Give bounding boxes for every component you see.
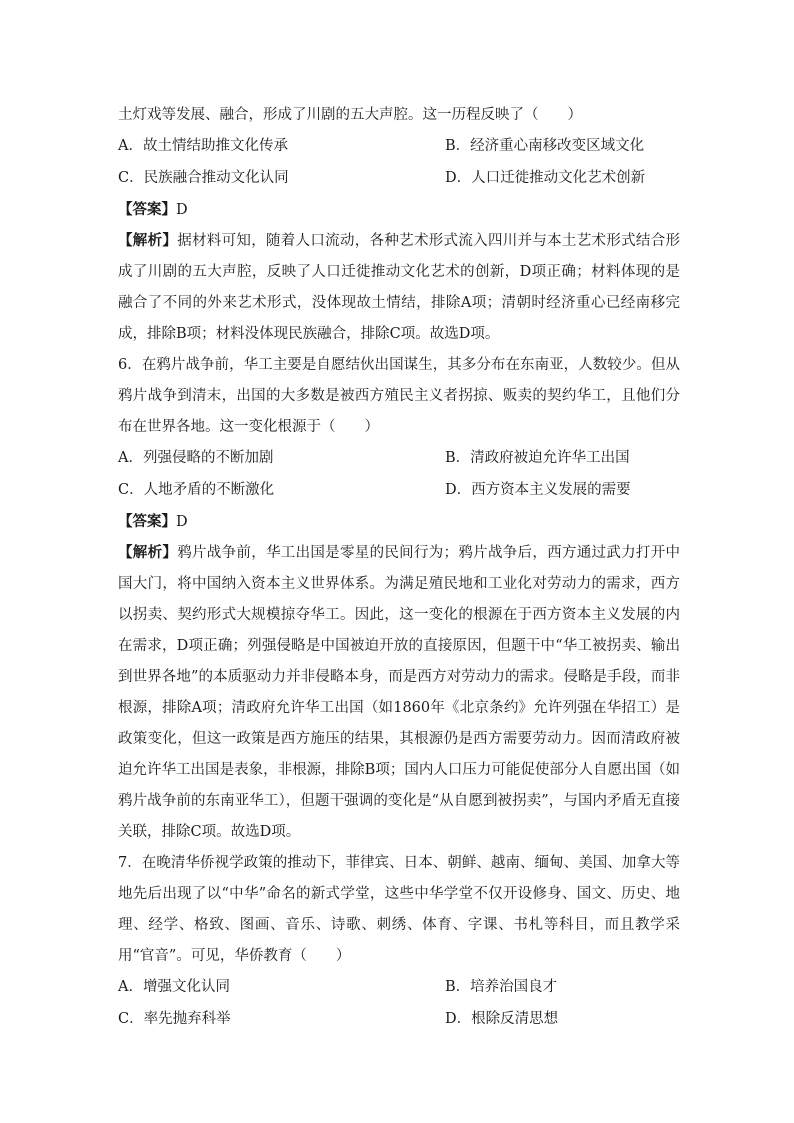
question-6-stem: 6．在鸦片战争前，华工主要是自愿结伙出国谋生，其多分布在东南亚，人数较少。但从鸦片战争到清末，出国的大多数是被西方殖民主义者拐掠、贩卖的契约华工，且他们分布在世界各地。这一变化根源于（ ） <box>118 357 680 435</box>
option-d: D．根除反清思想 <box>445 1010 559 1027</box>
analysis-text: 据材料可知，随着人口流动，各种艺术形式流入四川并与本土艺术形式结合形成了川剧的五大声腔，反映了人口迁徙推动文化艺术的创新，D项正确；材料体现的是融合了不同的外来艺术形式，没体现故土情结，排除A项；清朝时经济重心已经南移完成，排除B项；材料没体现民族融合，排除C项。故选D项。 <box>118 233 681 342</box>
option-d: D．西方资本主义发展的需要 <box>445 481 631 498</box>
option-d: D．人口迁徙推动文化艺术创新 <box>445 169 646 186</box>
option-c: C．率先抛弃科举 <box>118 1010 231 1027</box>
option-b: B．经济重心南移改变区域文化 <box>445 138 645 154</box>
question-5-stem: 土灯戏等发展、融合，形成了川剧的五大声腔。这一历程反映了（ ） <box>118 107 582 123</box>
option-a: A．列强侵略的不断加剧 <box>118 450 274 466</box>
analysis-text: 鸦片战争前，华工出国是零星的民间行为；鸦片战争后，西方通过武力打开中国大门，将中国纳入资本主义世界体系。为满足殖民地和工业化对劳动力的需求，西方以拐卖、契约形式大规模掠夺华工。因此，这一变化的根源在于西方资本主义发展的内在需求，D项正确；列强侵略是中国被迫开放的直接原因，但题干中“华工被拐卖、输出到世界各地”的本质驱动力并非侵略本身，而是西方对劳动力的需求。侵略是手段，而非根源，排除A项；清政府允许华工出国（如1860年《北京条约》允许列强在华招工）是政策变化，但这一政策是西方施压的结果，其根源仍是西方需要劳动力。因而清政府被迫允许华工出国是表象，非根源，排除B项；国内人口压力可能促使部分人自愿出国（如鸦片战争前的东南亚华工），但题干强调的变化是“从自愿到被拐卖”，与国内矛盾无直接关联，排除C项。故选D项。 <box>118 545 681 840</box>
question-6-options <box>118 443 680 506</box>
analysis-label: 【解析】 <box>118 232 178 249</box>
document-page <box>118 100 680 1035</box>
option-c: C．人地矛盾的不断激化 <box>118 481 275 498</box>
question-5-answer <box>118 194 680 225</box>
question-5-analysis <box>118 225 680 350</box>
option-b: B．清政府被迫允许华工出国 <box>445 450 630 466</box>
option-b: B．培养治国良才 <box>445 979 558 995</box>
option-c: C．民族融合推动文化认同 <box>118 169 289 186</box>
answer-label: 【答案】 <box>118 201 176 218</box>
answer-label: 【答案】 <box>118 513 176 530</box>
option-a: A．故土情结助推文化传承 <box>118 138 288 154</box>
question-7-options <box>118 972 680 1035</box>
option-a: A．增强文化认同 <box>118 979 230 995</box>
analysis-label: 【解析】 <box>118 544 178 561</box>
answer-value: D <box>176 202 188 218</box>
answer-value: D <box>176 514 188 530</box>
question-7-stem: 7．在晚清华侨视学政策的推动下，菲律宾、日本、朝鲜、越南、缅甸、美国、加拿大等地先后出现了以“中华”命名的新式学堂，这些中华学堂不仅开设修身、国文、历史、地理、经学、格致、图画、音乐、诗歌、刺绣、体育、字课、书札等科目，而且教学采用“官音”。可见，华侨教育（ ） <box>118 855 680 964</box>
question-5-options <box>118 131 680 194</box>
question-6-analysis <box>118 537 680 848</box>
question-6-answer <box>118 506 680 537</box>
